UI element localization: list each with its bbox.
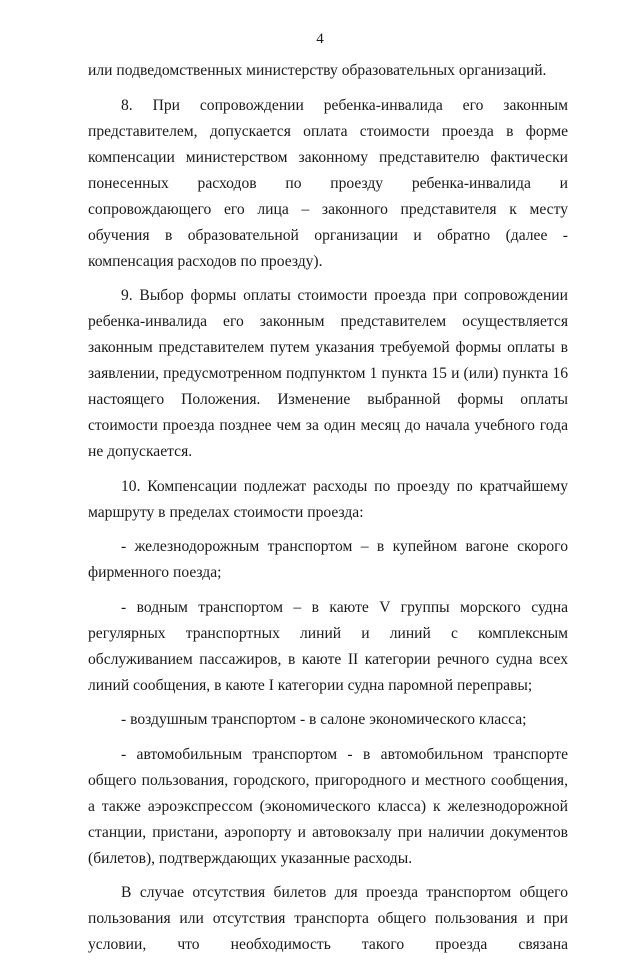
list-item-air: - воздушным транспортом - в салоне экономического класса;	[121, 711, 527, 728]
paragraph-item-8: 8. При сопровождении ребенка-инвалида его законным представителем, допускается оплата стоимости проезда в форме компенсации министерством законному представителю фактически понесенных расходов по проезду ребенка-инвалида и сопровождающего его лица – законного представителя к месту обучения в образовательной организации и обратно (далее - компенсация расходов по проезду).	[88, 96, 568, 270]
paragraph-absence-of-tickets: В случае отсутствия билетов для проезда транспортом общего пользования или отсутствия транспорта общего пользования и при условии, что необходимость такого проезда связана	[88, 884, 568, 953]
list-item-road: - автомобильным транспортом - в автомобильном транспорте общего пользования, городского, пригородного и местного сообщения, а также аэроэкспрессом (экономического класса) к железнодорожной станции, пристани, аэропорту и автовокзалу при наличии документов (билетов), подтверждающих указанные расходы.	[88, 745, 568, 867]
paragraph-item-10: 10. Компенсации подлежат расходы по проезду по кратчайшему маршруту в пределах стоимости проезда:	[88, 477, 568, 521]
paragraph-item-9: 9. Выбор формы оплаты стоимости проезда при сопровождении ребенка-инвалида его законным представителем осуществляется законным представителем путем указания требуемой формы оплаты в заявлении, предусмотренном подпунктом 1 пункта 15 и (или) пункта 16 настоящего Положения. Изменение выбранной формы оплаты стоимости проезда позднее чем за один месяц до начала учебного года не допускается.	[88, 287, 568, 460]
document-body	[88, 58, 568, 967]
page-number: 4	[316, 31, 324, 47]
list-item-railway: - железнодорожным транспортом – в купейном вагоне скорого фирменного поезда;	[88, 538, 568, 581]
paragraph-continuation: или подведомственных министерству образовательных организаций.	[88, 62, 547, 79]
list-item-water: - водным транспортом – в каюте V группы морского судна регулярных транспортных линий и линий с комплексным обслуживанием пассажиров, в каюте II категории речного судна всех линий сообщения, в каюте I категории судна паромной переправы;	[88, 598, 568, 694]
